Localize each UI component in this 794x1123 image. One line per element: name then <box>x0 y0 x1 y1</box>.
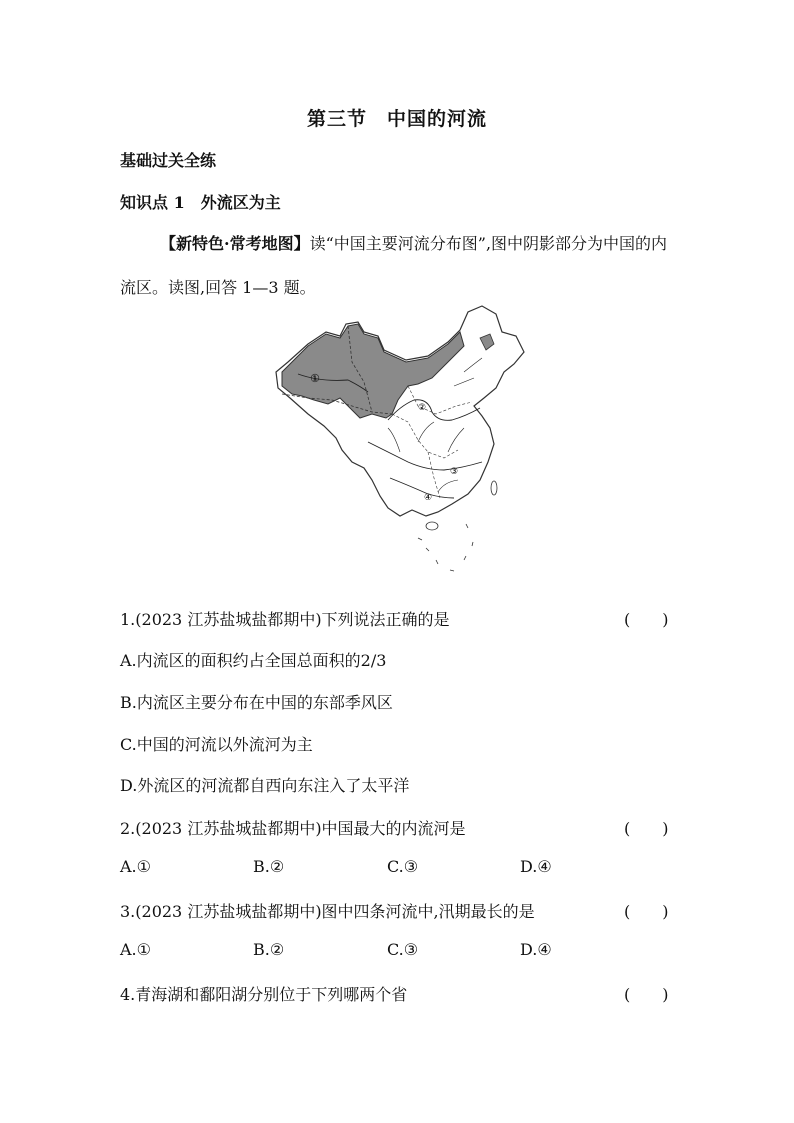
question-4-stem: 4.青海湖和鄱阳湖分别位于下列哪两个省 <box>120 985 408 1004</box>
question-3-answer-blank: ( ) <box>624 902 669 921</box>
question-2-option-a: A.① <box>120 857 151 876</box>
question-3-stem: 3.(2023 江苏盐城盐都期中)图中四条河流中,汛期最长的是 <box>120 902 535 921</box>
question-1-option-a: A.内流区的面积约占全国总面积的2/3 <box>120 651 387 670</box>
question-2-option-d: D.④ <box>520 857 552 876</box>
question-3-option-c: C.③ <box>387 940 419 959</box>
question-2-stem: 2.(2023 江苏盐城盐都期中)中国最大的内流河是 <box>120 819 466 838</box>
section-heading-basic: 基础过关全练 <box>120 151 217 170</box>
section-heading-knowledge-point: 知识点 1 外流区为主 <box>120 193 281 212</box>
map-label-4: ④ <box>424 493 433 503</box>
question-2-option-b: B.② <box>253 857 285 876</box>
question-4-answer-blank: ( ) <box>624 985 669 1004</box>
question-1-option-c: C.中国的河流以外流河为主 <box>120 735 313 754</box>
map-label-1: ① <box>310 372 320 385</box>
page-title: 第三节 中国的河流 <box>306 108 487 130</box>
question-2-option-c: C.③ <box>387 857 419 876</box>
question-1-stem: 1.(2023 江苏盐城盐都期中)下列说法正确的是 <box>120 610 450 629</box>
map-label-3: ③ <box>450 467 459 477</box>
intro-tag: 【新特色·常考地图】 <box>160 234 310 253</box>
question-3-option-a: A.① <box>120 940 151 959</box>
question-3-option-d: D.④ <box>520 940 552 959</box>
question-1-option-b: B.内流区主要分布在中国的东部季风区 <box>120 693 393 712</box>
map-label-2: ② <box>418 403 427 413</box>
china-rivers-map <box>268 302 528 592</box>
intro-text: 读“中国主要河流分布图”,图中阴影部分为中国的内流区。读图,回答 1—3 题。 <box>120 234 668 297</box>
question-3-option-b: B.② <box>253 940 285 959</box>
question-1-answer-blank: ( ) <box>624 610 669 629</box>
question-1-option-d: D.外流区的河流都自西向东注入了太平洋 <box>120 776 410 795</box>
intro-paragraph <box>120 222 680 310</box>
question-2-answer-blank: ( ) <box>624 819 669 838</box>
